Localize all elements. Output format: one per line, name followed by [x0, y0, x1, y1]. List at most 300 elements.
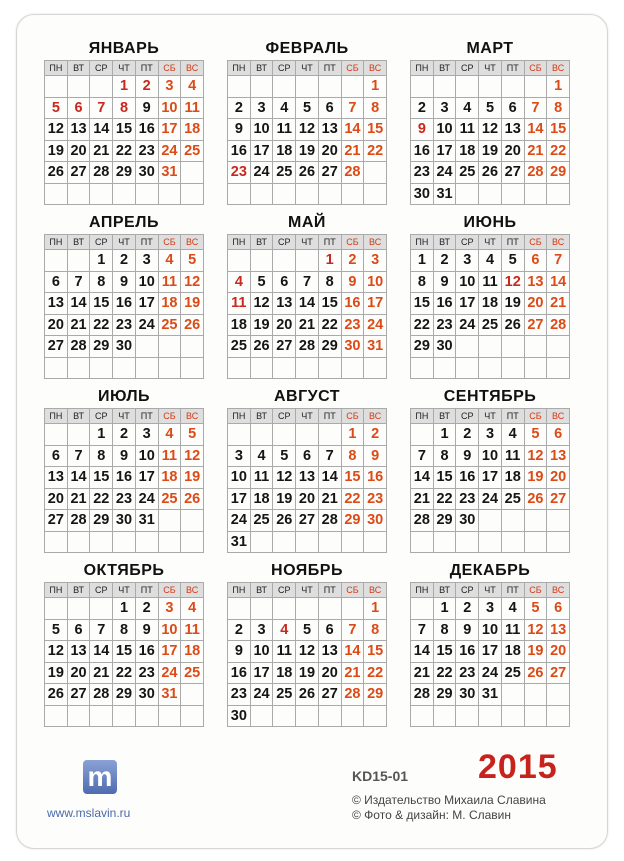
- weekday-header: ВТ: [251, 583, 274, 598]
- day-cell: 3: [364, 250, 387, 272]
- day-cell: 19: [525, 467, 548, 489]
- day-cell: 30: [136, 162, 159, 184]
- empty-cell: [319, 532, 342, 554]
- logo-letter: m: [87, 761, 113, 792]
- day-cell: 10: [479, 620, 502, 642]
- weekday-header: ВТ: [434, 61, 457, 76]
- day-cell: 29: [319, 336, 342, 358]
- day-cell: 7: [296, 272, 319, 294]
- day-cell: 20: [502, 141, 525, 163]
- month-2: [227, 38, 387, 212]
- empty-cell: [296, 598, 319, 620]
- day-cell: 23: [136, 141, 159, 163]
- day-cell: 27: [547, 489, 570, 511]
- empty-cell: [68, 250, 91, 272]
- weekday-header: СБ: [525, 61, 548, 76]
- day-cell: 6: [319, 98, 342, 120]
- weekday-header: СБ: [525, 235, 548, 250]
- day-cell: 20: [68, 141, 91, 163]
- empty-cell: [228, 358, 251, 380]
- weekday-header: ЧТ: [479, 409, 502, 424]
- empty-cell: [68, 76, 91, 98]
- empty-cell: [159, 532, 182, 554]
- day-cell: 11: [479, 272, 502, 294]
- empty-cell: [181, 706, 204, 728]
- weekday-header: ПН: [228, 235, 251, 250]
- day-cell: 14: [411, 467, 434, 489]
- weekday-header: ВС: [547, 583, 570, 598]
- day-cell: 1: [90, 250, 113, 272]
- day-cell: 3: [434, 98, 457, 120]
- day-cell: 15: [319, 293, 342, 315]
- month-title: ОКТЯБРЬ: [83, 562, 165, 579]
- weekday-header: СР: [456, 409, 479, 424]
- empty-cell: [319, 358, 342, 380]
- empty-cell: [159, 706, 182, 728]
- day-cell: 2: [113, 250, 136, 272]
- day-cell: 24: [479, 489, 502, 511]
- day-cell: 21: [90, 663, 113, 685]
- day-cell: 30: [456, 684, 479, 706]
- empty-cell: [159, 358, 182, 380]
- day-cell: 8: [364, 620, 387, 642]
- day-cell: 7: [342, 620, 365, 642]
- weekday-header: ПТ: [502, 583, 525, 598]
- empty-cell: [479, 76, 502, 98]
- day-cell: 23: [113, 315, 136, 337]
- day-cell: 24: [136, 489, 159, 511]
- day-cell: 6: [68, 620, 91, 642]
- day-cell: 16: [411, 141, 434, 163]
- day-cell: 26: [45, 162, 68, 184]
- day-cell: 26: [525, 663, 548, 685]
- empty-cell: [547, 510, 570, 532]
- day-cell: 19: [525, 641, 548, 663]
- day-cell: 25: [181, 141, 204, 163]
- empty-cell: [479, 184, 502, 206]
- day-cell: 26: [296, 162, 319, 184]
- empty-cell: [273, 76, 296, 98]
- day-cell: 6: [547, 598, 570, 620]
- day-cell: 3: [251, 620, 274, 642]
- day-cell: 16: [342, 293, 365, 315]
- weekday-header: ВС: [364, 583, 387, 598]
- empty-cell: [251, 598, 274, 620]
- weekday-header: ПН: [228, 409, 251, 424]
- day-cell: 27: [547, 663, 570, 685]
- empty-cell: [68, 532, 91, 554]
- month-title: ФЕВРАЛЬ: [265, 40, 349, 57]
- day-cell: 16: [136, 119, 159, 141]
- weekday-header: ЧТ: [296, 583, 319, 598]
- day-cell: 28: [68, 336, 91, 358]
- empty-cell: [296, 532, 319, 554]
- day-cell: 27: [273, 336, 296, 358]
- month-11: [227, 560, 387, 734]
- day-cell: 1: [113, 598, 136, 620]
- day-cell: 15: [364, 641, 387, 663]
- day-cell: 19: [479, 141, 502, 163]
- day-cell: 25: [456, 162, 479, 184]
- day-cell: 16: [113, 467, 136, 489]
- day-cell: 17: [434, 141, 457, 163]
- day-cell: 14: [296, 293, 319, 315]
- weekday-header: ЧТ: [479, 61, 502, 76]
- month-title: АПРЕЛЬ: [89, 214, 159, 231]
- weekday-header: СБ: [342, 61, 365, 76]
- empty-cell: [68, 424, 91, 446]
- day-cell: 10: [228, 467, 251, 489]
- empty-cell: [251, 76, 274, 98]
- day-cell: 18: [159, 293, 182, 315]
- day-cell: 15: [434, 467, 457, 489]
- day-cell: 18: [159, 467, 182, 489]
- day-cell: 21: [68, 315, 91, 337]
- day-cell: 23: [434, 315, 457, 337]
- empty-cell: [228, 184, 251, 206]
- empty-cell: [502, 510, 525, 532]
- day-cell: 2: [411, 98, 434, 120]
- weekday-header: ПТ: [136, 235, 159, 250]
- day-cell: 1: [364, 598, 387, 620]
- day-cell: 4: [251, 446, 274, 468]
- empty-cell: [342, 532, 365, 554]
- day-cell: 17: [136, 467, 159, 489]
- day-cell: 7: [319, 446, 342, 468]
- empty-cell: [456, 706, 479, 728]
- day-cell: 6: [525, 250, 548, 272]
- day-cell: 22: [547, 141, 570, 163]
- day-cell: 14: [547, 272, 570, 294]
- day-cell: 12: [296, 641, 319, 663]
- weekday-header: ПН: [45, 235, 68, 250]
- day-cell: 7: [411, 446, 434, 468]
- weekday-header: СР: [273, 61, 296, 76]
- empty-cell: [502, 184, 525, 206]
- day-cell: 13: [319, 641, 342, 663]
- day-cell: 25: [502, 489, 525, 511]
- day-cell: 9: [113, 272, 136, 294]
- day-cell: 31: [228, 532, 251, 554]
- month-title: ИЮНЬ: [463, 214, 517, 231]
- weekday-header: ПТ: [319, 61, 342, 76]
- day-cell: 21: [411, 489, 434, 511]
- day-cell: 26: [251, 336, 274, 358]
- empty-cell: [90, 76, 113, 98]
- day-cell: 8: [364, 98, 387, 120]
- day-cell: 22: [90, 489, 113, 511]
- day-cell: 4: [228, 272, 251, 294]
- day-cell: 1: [319, 250, 342, 272]
- day-cell: 24: [479, 663, 502, 685]
- day-cell: 10: [434, 119, 457, 141]
- day-cell: 13: [45, 293, 68, 315]
- day-cell: 21: [547, 293, 570, 315]
- day-cell: 18: [273, 141, 296, 163]
- day-cell: 18: [479, 293, 502, 315]
- empty-cell: [319, 598, 342, 620]
- day-cell: 25: [181, 663, 204, 685]
- day-cell: 2: [113, 424, 136, 446]
- weekday-header: ЧТ: [479, 583, 502, 598]
- month-title: МАРТ: [466, 40, 514, 57]
- day-cell: 19: [45, 663, 68, 685]
- weekday-header: ВС: [181, 61, 204, 76]
- day-cell: 3: [479, 598, 502, 620]
- weekday-header: ВТ: [68, 409, 91, 424]
- day-cell: 11: [181, 98, 204, 120]
- day-cell: 14: [319, 467, 342, 489]
- day-cell: 4: [273, 98, 296, 120]
- day-cell: 29: [547, 162, 570, 184]
- weekday-header: СБ: [159, 409, 182, 424]
- day-cell: 8: [90, 272, 113, 294]
- day-cell: 29: [90, 510, 113, 532]
- day-cell: 18: [251, 489, 274, 511]
- day-cell: 5: [525, 424, 548, 446]
- empty-cell: [411, 424, 434, 446]
- empty-cell: [547, 706, 570, 728]
- empty-cell: [228, 598, 251, 620]
- month-grid: [44, 60, 204, 205]
- day-cell: 5: [296, 98, 319, 120]
- day-cell: 13: [296, 467, 319, 489]
- day-cell: 13: [68, 119, 91, 141]
- day-cell: 17: [456, 293, 479, 315]
- day-cell: 19: [296, 663, 319, 685]
- day-cell: 12: [181, 272, 204, 294]
- day-cell: 19: [181, 467, 204, 489]
- day-cell: 23: [228, 684, 251, 706]
- day-cell: 6: [68, 98, 91, 120]
- day-cell: 24: [228, 510, 251, 532]
- day-cell: 15: [113, 641, 136, 663]
- empty-cell: [502, 76, 525, 98]
- empty-cell: [342, 76, 365, 98]
- month-grid: [227, 234, 387, 379]
- weekday-header: ПН: [411, 235, 434, 250]
- weekday-header: ПТ: [502, 61, 525, 76]
- day-cell: 31: [159, 684, 182, 706]
- day-cell: 31: [136, 510, 159, 532]
- day-cell: 19: [273, 489, 296, 511]
- empty-cell: [181, 532, 204, 554]
- day-cell: 26: [273, 510, 296, 532]
- day-cell: 25: [159, 315, 182, 337]
- day-cell: 30: [113, 510, 136, 532]
- empty-cell: [251, 532, 274, 554]
- weekday-header: СР: [456, 583, 479, 598]
- day-cell: 23: [364, 489, 387, 511]
- day-cell: 8: [547, 98, 570, 120]
- empty-cell: [45, 706, 68, 728]
- weekday-header: ВТ: [68, 583, 91, 598]
- empty-cell: [479, 336, 502, 358]
- day-cell: 3: [228, 446, 251, 468]
- day-cell: 11: [159, 272, 182, 294]
- day-cell: 17: [159, 119, 182, 141]
- empty-cell: [136, 706, 159, 728]
- empty-cell: [479, 510, 502, 532]
- month-10: [44, 560, 204, 734]
- weekday-header: СР: [90, 583, 113, 598]
- weekday-header: ПТ: [319, 583, 342, 598]
- day-cell: 10: [251, 119, 274, 141]
- day-cell: 5: [251, 272, 274, 294]
- publisher-logo: [82, 759, 118, 795]
- day-cell: 27: [525, 315, 548, 337]
- weekday-header: ЧТ: [113, 61, 136, 76]
- day-cell: 4: [159, 250, 182, 272]
- day-cell: 12: [525, 620, 548, 642]
- weekday-header: ПН: [411, 61, 434, 76]
- day-cell: 5: [525, 598, 548, 620]
- day-cell: 21: [90, 141, 113, 163]
- day-cell: 22: [90, 315, 113, 337]
- month-9: [410, 386, 570, 560]
- day-cell: 20: [45, 315, 68, 337]
- empty-cell: [411, 706, 434, 728]
- weekday-header: ВТ: [434, 235, 457, 250]
- empty-cell: [273, 424, 296, 446]
- day-cell: 11: [456, 119, 479, 141]
- day-cell: 4: [181, 76, 204, 98]
- day-cell: 29: [342, 510, 365, 532]
- empty-cell: [45, 598, 68, 620]
- day-cell: 23: [113, 489, 136, 511]
- weekday-header: ПТ: [502, 235, 525, 250]
- empty-cell: [411, 76, 434, 98]
- day-cell: 31: [479, 684, 502, 706]
- product-code: KD15-01: [352, 768, 409, 784]
- day-cell: 17: [136, 293, 159, 315]
- day-cell: 21: [525, 141, 548, 163]
- day-cell: 22: [411, 315, 434, 337]
- empty-cell: [502, 706, 525, 728]
- month-8: [227, 386, 387, 560]
- day-cell: 18: [228, 315, 251, 337]
- day-cell: 18: [181, 119, 204, 141]
- day-cell: 15: [411, 293, 434, 315]
- day-cell: 12: [296, 119, 319, 141]
- day-cell: 17: [479, 641, 502, 663]
- day-cell: 21: [411, 663, 434, 685]
- website-link[interactable]: www.mslavin.ru: [47, 806, 131, 820]
- weekday-header: ВТ: [251, 235, 274, 250]
- weekday-header: ЧТ: [296, 235, 319, 250]
- day-cell: 22: [434, 489, 457, 511]
- day-cell: 27: [296, 510, 319, 532]
- empty-cell: [90, 358, 113, 380]
- weekday-header: ВС: [181, 235, 204, 250]
- day-cell: 27: [502, 162, 525, 184]
- empty-cell: [456, 532, 479, 554]
- weekday-header: ВС: [364, 61, 387, 76]
- day-cell: 29: [434, 510, 457, 532]
- day-cell: 19: [45, 141, 68, 163]
- day-cell: 15: [113, 119, 136, 141]
- empty-cell: [181, 184, 204, 206]
- empty-cell: [181, 684, 204, 706]
- empty-cell: [456, 358, 479, 380]
- day-cell: 3: [251, 98, 274, 120]
- day-cell: 6: [502, 98, 525, 120]
- day-cell: 6: [45, 446, 68, 468]
- day-cell: 17: [479, 467, 502, 489]
- empty-cell: [113, 358, 136, 380]
- day-cell: 22: [113, 663, 136, 685]
- empty-cell: [113, 532, 136, 554]
- day-cell: 15: [342, 467, 365, 489]
- weekday-header: ВТ: [434, 583, 457, 598]
- weekday-header: ВТ: [251, 61, 274, 76]
- day-cell: 10: [159, 98, 182, 120]
- day-cell: 7: [68, 446, 91, 468]
- empty-cell: [502, 336, 525, 358]
- day-cell: 31: [364, 336, 387, 358]
- month-1: [44, 38, 204, 212]
- empty-cell: [45, 532, 68, 554]
- day-cell: 12: [45, 119, 68, 141]
- copyright-photo: © Фото & дизайн: М. Славин: [352, 808, 512, 822]
- day-cell: 11: [502, 620, 525, 642]
- day-cell: 26: [502, 315, 525, 337]
- empty-cell: [296, 184, 319, 206]
- empty-cell: [68, 358, 91, 380]
- day-cell: 23: [456, 663, 479, 685]
- empty-cell: [45, 424, 68, 446]
- day-cell: 3: [159, 76, 182, 98]
- empty-cell: [159, 336, 182, 358]
- day-cell: 20: [296, 489, 319, 511]
- empty-cell: [525, 684, 548, 706]
- day-cell: 20: [45, 489, 68, 511]
- day-cell: 20: [273, 315, 296, 337]
- weekday-header: СБ: [342, 235, 365, 250]
- day-cell: 11: [228, 293, 251, 315]
- empty-cell: [136, 184, 159, 206]
- day-cell: 20: [547, 467, 570, 489]
- day-cell: 29: [113, 684, 136, 706]
- month-5: [227, 212, 387, 386]
- empty-cell: [525, 358, 548, 380]
- day-cell: 20: [525, 293, 548, 315]
- day-cell: 29: [113, 162, 136, 184]
- empty-cell: [136, 532, 159, 554]
- month-title: МАЙ: [288, 214, 326, 231]
- day-cell: 28: [342, 684, 365, 706]
- empty-cell: [411, 598, 434, 620]
- day-cell: 30: [342, 336, 365, 358]
- day-cell: 28: [547, 315, 570, 337]
- day-cell: 24: [159, 663, 182, 685]
- day-cell: 16: [434, 293, 457, 315]
- weekday-header: ПН: [411, 583, 434, 598]
- empty-cell: [251, 184, 274, 206]
- day-cell: 30: [456, 510, 479, 532]
- day-cell: 28: [68, 510, 91, 532]
- day-cell: 26: [525, 489, 548, 511]
- empty-cell: [45, 184, 68, 206]
- day-cell: 6: [319, 620, 342, 642]
- day-cell: 2: [434, 250, 457, 272]
- day-cell: 6: [273, 272, 296, 294]
- day-cell: 25: [502, 663, 525, 685]
- day-cell: 4: [502, 598, 525, 620]
- day-cell: 12: [45, 641, 68, 663]
- day-cell: 28: [319, 510, 342, 532]
- empty-cell: [364, 162, 387, 184]
